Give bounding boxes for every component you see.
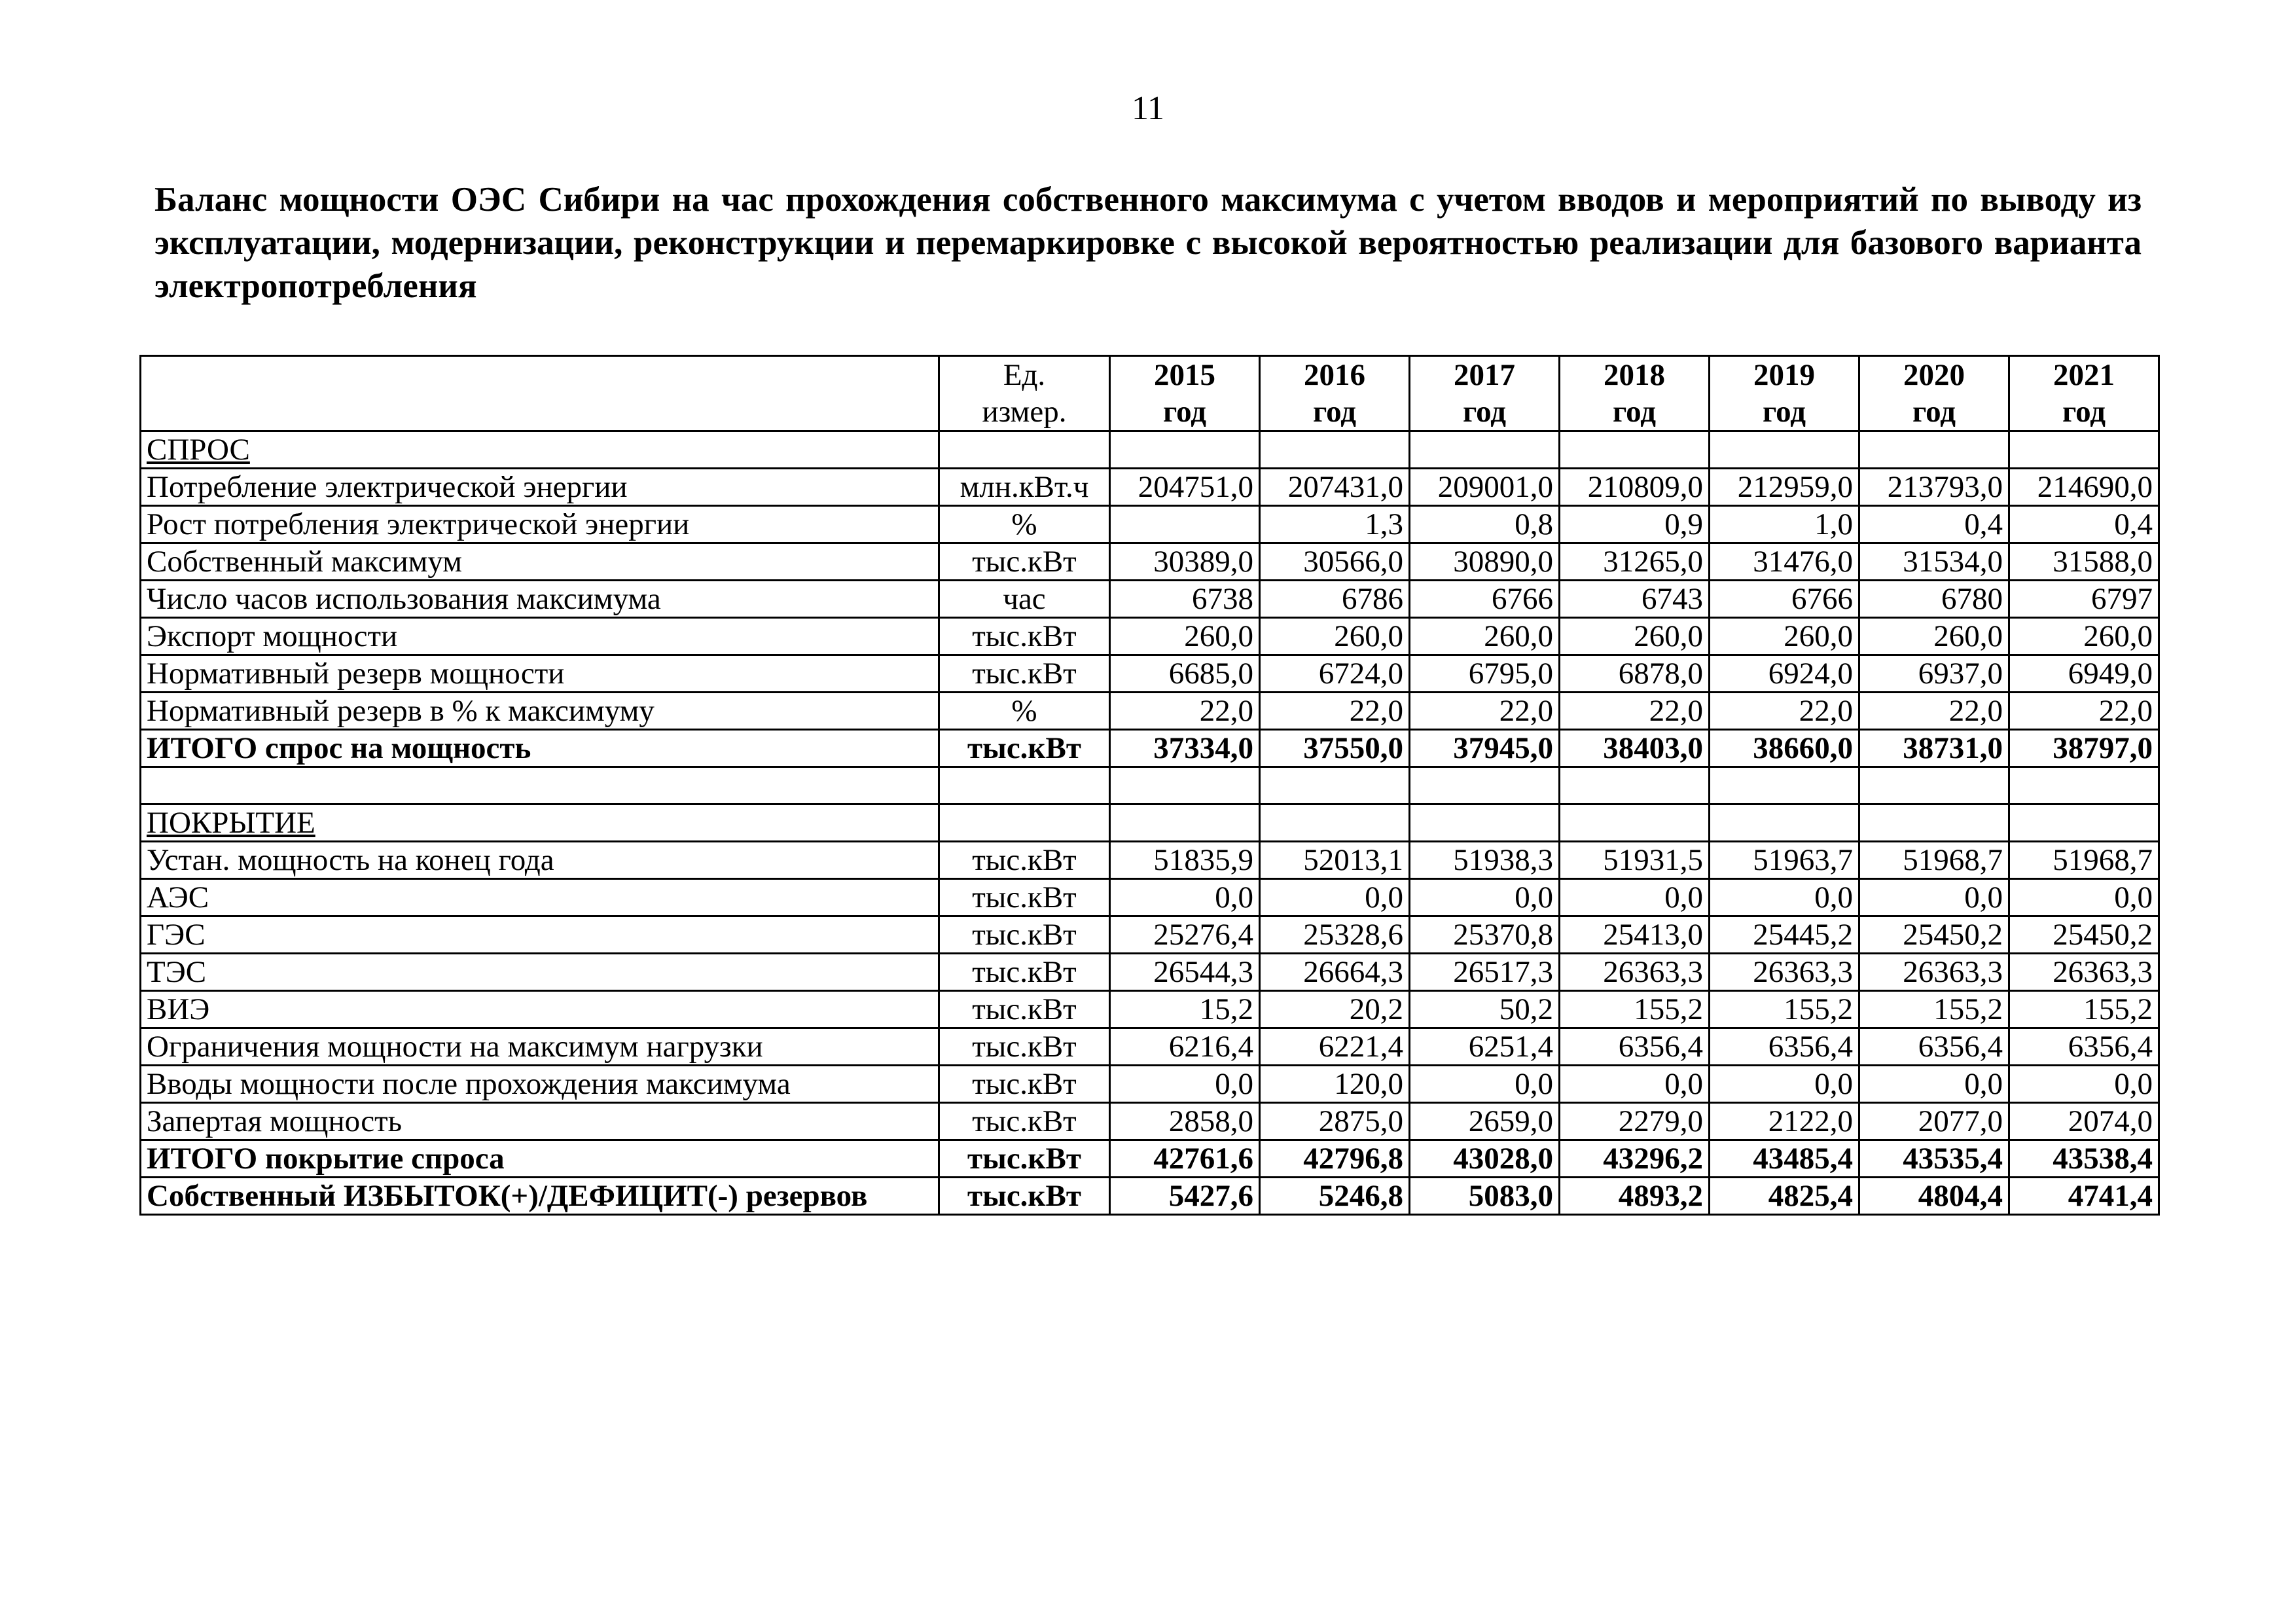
value-cell-2021: 155,2 [2009, 991, 2159, 1028]
table-row [141, 954, 2159, 991]
value-cell-2020: 0,0 [1859, 879, 2009, 916]
value-cell-2017: 22,0 [1410, 693, 1560, 730]
value-cell-2015: 51835,9 [1110, 842, 1260, 879]
row-unit: тыс.кВт [939, 916, 1110, 954]
value-cell-2020: 0,0 [1859, 1066, 2009, 1103]
value-cell-2019: 212959,0 [1710, 469, 1859, 506]
value-cell-2021: 38797,0 [2009, 730, 2159, 767]
row-unit: тыс.кВт [939, 1140, 1110, 1178]
row-unit: тыс.кВт [939, 842, 1110, 879]
table-row [141, 730, 2159, 767]
table-row [141, 469, 2159, 506]
row-label: ТЭС [141, 954, 939, 991]
table-row [141, 581, 2159, 618]
header-unit-line2: измер. [982, 395, 1067, 429]
table-row [141, 842, 2159, 879]
value-cell-2021: 260,0 [2009, 618, 2159, 655]
value-cell-2017: 37945,0 [1410, 730, 1560, 767]
row-label: Вводы мощности после прохождения максимума [141, 1066, 939, 1103]
value-cell-2015: 42761,6 [1110, 1140, 1260, 1178]
row-label: ВИЭ [141, 991, 939, 1028]
value-cell-2020: 26363,3 [1859, 954, 2009, 991]
header-unit-line1: Ед. [1003, 358, 1046, 392]
document-title: Баланс мощности ОЭС Сибири на час прохождения собственного максимума с учетом вводов и мероприятий по выводу из эксплуатации, модернизации, реконструкции и перемаркировке с высокой вероятностью реализации для базового варианта электропотребления [154, 181, 2142, 305]
value-cell-2016: 42796,8 [1260, 1140, 1410, 1178]
value-cell-2015: 0,0 [1110, 1066, 1260, 1103]
value-cell-2021: 26363,3 [2009, 954, 2159, 991]
row-unit: тыс.кВт [939, 655, 1110, 693]
value-cell-2018: 51931,5 [1560, 842, 1710, 879]
value-cell-2020: 260,0 [1859, 618, 2009, 655]
header-year-suffix: год [1312, 395, 1357, 429]
value-cell-2016: 22,0 [1260, 693, 1410, 730]
header-year-2016 [1260, 356, 1410, 431]
value-cell-2016: 6221,4 [1260, 1028, 1410, 1066]
value-cell-2019: 0,0 [1710, 1066, 1859, 1103]
table-row [141, 1066, 2159, 1103]
row-unit: час [939, 581, 1110, 618]
value-cell-2017: 209001,0 [1410, 469, 1560, 506]
value-cell-2016: 5246,8 [1260, 1178, 1410, 1215]
table-row [141, 543, 2159, 581]
value-cell-2017: 51938,3 [1410, 842, 1560, 879]
value-cell-2021: 2074,0 [2009, 1103, 2159, 1140]
table-row [141, 1178, 2159, 1215]
value-cell-2015: 204751,0 [1110, 469, 1260, 506]
row-label: АЭС [141, 879, 939, 916]
value-cell-2015: 22,0 [1110, 693, 1260, 730]
value-cell-2015: 15,2 [1110, 991, 1260, 1028]
value-cell-2019: 6356,4 [1710, 1028, 1859, 1066]
row-unit: тыс.кВт [939, 954, 1110, 991]
value-cell-2017: 2659,0 [1410, 1103, 1560, 1140]
value-cell-2020: 22,0 [1859, 693, 2009, 730]
value-cell-2020: 2077,0 [1859, 1103, 2009, 1140]
value-cell-2018: 22,0 [1560, 693, 1710, 730]
value-cell-2020: 38731,0 [1859, 730, 2009, 767]
row-label: ИТОГО спрос на мощность [141, 730, 939, 767]
header-year-label: 2018 [1604, 358, 1665, 392]
value-cell-2019: 4825,4 [1710, 1178, 1859, 1215]
value-cell-2018: 6878,0 [1560, 655, 1710, 693]
power-balance-table [139, 355, 2160, 1216]
table-row [141, 916, 2159, 954]
row-unit: % [939, 506, 1110, 543]
value-cell-2021: 31588,0 [2009, 543, 2159, 581]
value-cell-2017: 25370,8 [1410, 916, 1560, 954]
table-row [141, 991, 2159, 1028]
value-cell-2016: 26664,3 [1260, 954, 1410, 991]
value-cell-2021: 0,4 [2009, 506, 2159, 543]
value-cell-2019: 6766 [1710, 581, 1859, 618]
value-cell-2019: 260,0 [1710, 618, 1859, 655]
value-cell-2020: 6937,0 [1859, 655, 2009, 693]
header-year-suffix: год [1462, 395, 1507, 429]
row-label: ГЭС [141, 916, 939, 954]
value-cell-2017: 5083,0 [1410, 1178, 1560, 1215]
header-year-label: 2017 [1454, 358, 1515, 392]
value-cell-2019: 43485,4 [1710, 1140, 1859, 1178]
value-cell-2019: 51963,7 [1710, 842, 1859, 879]
value-cell-2017: 6251,4 [1410, 1028, 1560, 1066]
table-row [141, 1103, 2159, 1140]
section-title-coverage: ПОКРЫТИЕ [141, 804, 939, 842]
value-cell-2016: 37550,0 [1260, 730, 1410, 767]
demand-rows [141, 469, 2159, 767]
row-unit: тыс.кВт [939, 991, 1110, 1028]
value-cell-2015 [1110, 506, 1260, 543]
value-cell-2019: 38660,0 [1710, 730, 1859, 767]
value-cell-2016: 120,0 [1260, 1066, 1410, 1103]
header-year-2015 [1110, 356, 1260, 431]
table-row [141, 618, 2159, 655]
value-cell-2016: 2875,0 [1260, 1103, 1410, 1140]
header-year-2019 [1710, 356, 1859, 431]
header-year-2020 [1859, 356, 2009, 431]
value-cell-2017: 0,0 [1410, 879, 1560, 916]
row-label: Собственный ИЗБЫТОК(+)/ДЕФИЦИТ(-) резервов [141, 1178, 939, 1215]
value-cell-2015: 6738 [1110, 581, 1260, 618]
header-year-label: 2021 [2053, 358, 2115, 392]
value-cell-2020: 4804,4 [1859, 1178, 2009, 1215]
row-label: Число часов использования максимума [141, 581, 939, 618]
coverage-rows [141, 842, 2159, 1215]
value-cell-2018: 6356,4 [1560, 1028, 1710, 1066]
section-row-coverage [141, 804, 2159, 842]
value-cell-2017: 0,8 [1410, 506, 1560, 543]
header-year-suffix: год [1912, 395, 1956, 429]
header-name-cell [141, 356, 939, 431]
row-unit: тыс.кВт [939, 730, 1110, 767]
header-unit-cell [939, 356, 1110, 431]
value-cell-2019: 6924,0 [1710, 655, 1859, 693]
value-cell-2015: 25276,4 [1110, 916, 1260, 954]
value-cell-2019: 2122,0 [1710, 1103, 1859, 1140]
header-year-suffix: год [1162, 395, 1207, 429]
value-cell-2016: 6724,0 [1260, 655, 1410, 693]
value-cell-2017: 0,0 [1410, 1066, 1560, 1103]
section-row-demand [141, 431, 2159, 469]
value-cell-2015: 5427,6 [1110, 1178, 1260, 1215]
value-cell-2018: 155,2 [1560, 991, 1710, 1028]
value-cell-2017: 30890,0 [1410, 543, 1560, 581]
value-cell-2018: 210809,0 [1560, 469, 1710, 506]
value-cell-2015: 37334,0 [1110, 730, 1260, 767]
value-cell-2021: 6949,0 [2009, 655, 2159, 693]
value-cell-2021: 0,0 [2009, 879, 2159, 916]
value-cell-2015: 26544,3 [1110, 954, 1260, 991]
header-year-label: 2016 [1304, 358, 1365, 392]
value-cell-2020: 51968,7 [1859, 842, 2009, 879]
table-row [141, 693, 2159, 730]
value-cell-2019: 0,0 [1710, 879, 1859, 916]
value-cell-2018: 2279,0 [1560, 1103, 1710, 1140]
value-cell-2021: 51968,7 [2009, 842, 2159, 879]
value-cell-2021: 43538,4 [2009, 1140, 2159, 1178]
row-unit: тыс.кВт [939, 543, 1110, 581]
value-cell-2015: 30389,0 [1110, 543, 1260, 581]
header-year-suffix: год [1762, 395, 1806, 429]
value-cell-2015: 0,0 [1110, 879, 1260, 916]
value-cell-2018: 38403,0 [1560, 730, 1710, 767]
header-year-label: 2019 [1753, 358, 1815, 392]
page-number: 11 [1131, 90, 1165, 127]
row-label: Потребление электрической энергии [141, 469, 939, 506]
row-label: Нормативный резерв мощности [141, 655, 939, 693]
value-cell-2017: 260,0 [1410, 618, 1560, 655]
value-cell-2016: 1,3 [1260, 506, 1410, 543]
value-cell-2017: 6766 [1410, 581, 1560, 618]
table-row [141, 1140, 2159, 1178]
header-year-suffix: год [1612, 395, 1657, 429]
value-cell-2020: 43535,4 [1859, 1140, 2009, 1178]
row-label: Нормативный резерв в % к максимуму [141, 693, 939, 730]
value-cell-2019: 155,2 [1710, 991, 1859, 1028]
value-cell-2015: 2858,0 [1110, 1103, 1260, 1140]
value-cell-2016: 20,2 [1260, 991, 1410, 1028]
value-cell-2021: 214690,0 [2009, 469, 2159, 506]
value-cell-2018: 25413,0 [1560, 916, 1710, 954]
value-cell-2018: 0,9 [1560, 506, 1710, 543]
value-cell-2018: 4893,2 [1560, 1178, 1710, 1215]
value-cell-2017: 26517,3 [1410, 954, 1560, 991]
value-cell-2019: 26363,3 [1710, 954, 1859, 991]
row-label: Собственный максимум [141, 543, 939, 581]
value-cell-2018: 6743 [1560, 581, 1710, 618]
value-cell-2021: 22,0 [2009, 693, 2159, 730]
table-row [141, 506, 2159, 543]
row-unit: тыс.кВт [939, 1178, 1110, 1215]
value-cell-2020: 0,4 [1859, 506, 2009, 543]
value-cell-2017: 43028,0 [1410, 1140, 1560, 1178]
table-row [141, 879, 2159, 916]
value-cell-2016: 25328,6 [1260, 916, 1410, 954]
value-cell-2018: 26363,3 [1560, 954, 1710, 991]
value-cell-2015: 6685,0 [1110, 655, 1260, 693]
value-cell-2015: 6216,4 [1110, 1028, 1260, 1066]
value-cell-2021: 6797 [2009, 581, 2159, 618]
value-cell-2017: 6795,0 [1410, 655, 1560, 693]
value-cell-2020: 155,2 [1859, 991, 2009, 1028]
row-label: Ограничения мощности на максимум нагрузки [141, 1028, 939, 1066]
table-row [141, 655, 2159, 693]
value-cell-2016: 30566,0 [1260, 543, 1410, 581]
value-cell-2021: 0,0 [2009, 1066, 2159, 1103]
value-cell-2021: 4741,4 [2009, 1178, 2159, 1215]
row-label: ИТОГО покрытие спроса [141, 1140, 939, 1178]
header-year-suffix: год [2062, 395, 2106, 429]
value-cell-2018: 260,0 [1560, 618, 1710, 655]
value-cell-2017: 50,2 [1410, 991, 1560, 1028]
value-cell-2016: 0,0 [1260, 879, 1410, 916]
row-unit: тыс.кВт [939, 879, 1110, 916]
value-cell-2016: 6786 [1260, 581, 1410, 618]
value-cell-2018: 43296,2 [1560, 1140, 1710, 1178]
value-cell-2019: 1,0 [1710, 506, 1859, 543]
header-year-2018 [1560, 356, 1710, 431]
value-cell-2020: 31534,0 [1859, 543, 2009, 581]
row-unit: тыс.кВт [939, 618, 1110, 655]
value-cell-2020: 213793,0 [1859, 469, 2009, 506]
row-label: Рост потребления электрической энергии [141, 506, 939, 543]
header-year-2017 [1410, 356, 1560, 431]
value-cell-2019: 31476,0 [1710, 543, 1859, 581]
value-cell-2016: 260,0 [1260, 618, 1410, 655]
row-unit: тыс.кВт [939, 1028, 1110, 1066]
value-cell-2019: 22,0 [1710, 693, 1859, 730]
value-cell-2019: 25445,2 [1710, 916, 1859, 954]
value-cell-2015: 260,0 [1110, 618, 1260, 655]
header-year-2021 [2009, 356, 2159, 431]
value-cell-2018: 0,0 [1560, 879, 1710, 916]
table-row [141, 1028, 2159, 1066]
row-unit: % [939, 693, 1110, 730]
row-label: Устан. мощность на конец года [141, 842, 939, 879]
value-cell-2016: 207431,0 [1260, 469, 1410, 506]
row-label: Запертая мощность [141, 1103, 939, 1140]
table-header-row [141, 356, 2159, 431]
row-unit: тыс.кВт [939, 1066, 1110, 1103]
section-title-demand: СПРОС [141, 431, 939, 469]
header-year-label: 2015 [1154, 358, 1215, 392]
value-cell-2020: 6356,4 [1859, 1028, 2009, 1066]
value-cell-2021: 6356,4 [2009, 1028, 2159, 1066]
row-label: Экспорт мощности [141, 618, 939, 655]
value-cell-2018: 0,0 [1560, 1066, 1710, 1103]
value-cell-2018: 31265,0 [1560, 543, 1710, 581]
value-cell-2020: 6780 [1859, 581, 2009, 618]
header-year-label: 2020 [1903, 358, 1965, 392]
value-cell-2016: 52013,1 [1260, 842, 1410, 879]
value-cell-2021: 25450,2 [2009, 916, 2159, 954]
spacer-row [141, 767, 2159, 804]
value-cell-2020: 25450,2 [1859, 916, 2009, 954]
row-unit: тыс.кВт [939, 1103, 1110, 1140]
row-unit: млн.кВт.ч [939, 469, 1110, 506]
